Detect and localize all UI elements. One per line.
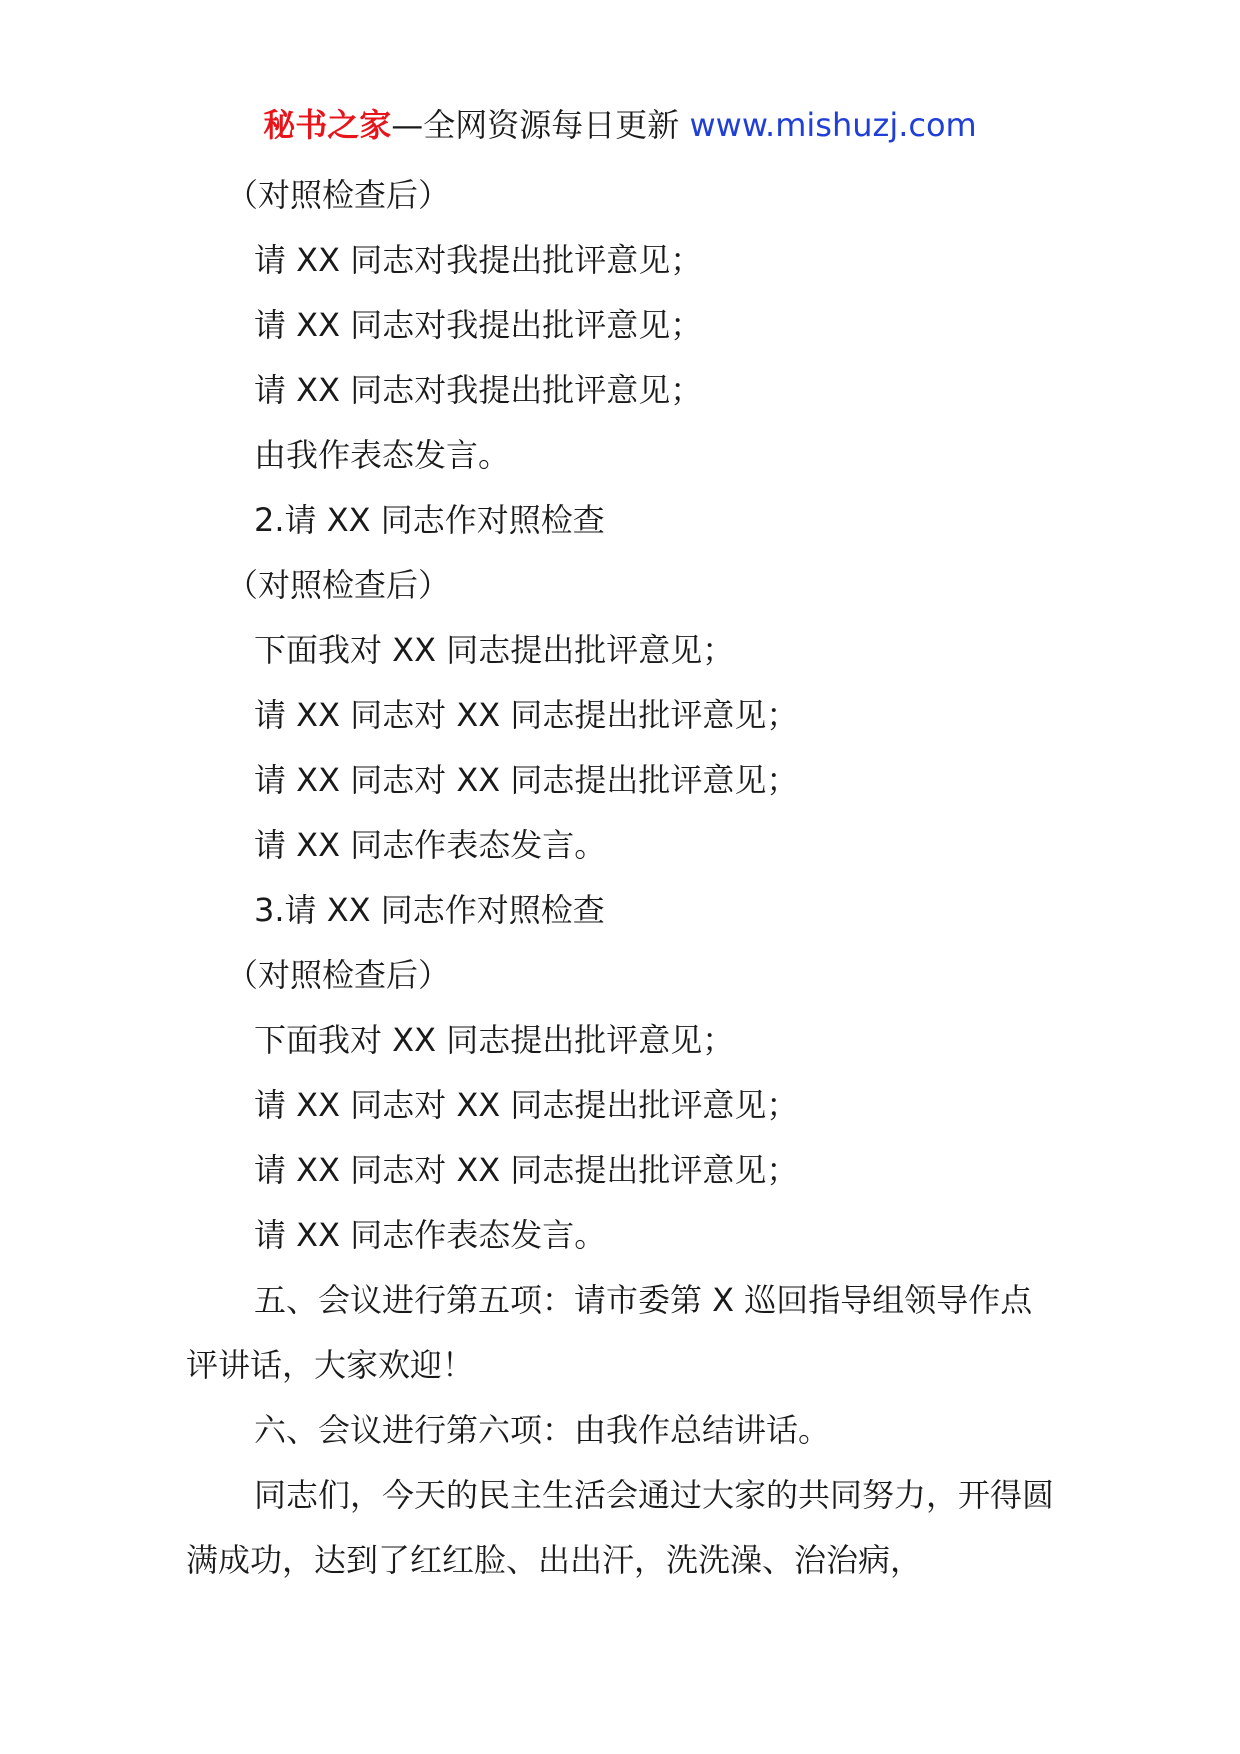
brand-name: 秘书之家 [263, 106, 392, 144]
text-line: 请 XX 同志对我提出批评意见； [254, 371, 703, 409]
paragraph: 五、会议进行第五项：请市委第 X 巡回指导组领导作点评讲话，大家欢迎！ [186, 1281, 1033, 1384]
text-line: 3.请 XX 同志作对照检查 [254, 891, 605, 929]
text-line: 2.请 XX 同志作对照检查 [254, 501, 605, 539]
text-line: 下面我对 XX 同志提出批评意见； [254, 631, 735, 669]
text-line: 由我作表态发言。 [254, 436, 511, 474]
text-line: 请 XX 同志作表态发言。 [254, 826, 607, 864]
text-line: 请 XX 同志对我提出批评意见； [254, 306, 703, 344]
text-line: 请 XX 同志对 XX 同志提出批评意见； [254, 1151, 799, 1189]
text-line: 请 XX 同志对 XX 同志提出批评意见； [254, 761, 799, 799]
document-body [186, 163, 1060, 1593]
paragraph: 同志们，今天的民主生活会通过大家的共同努力，开得圆满成功，达到了红红脸、出出汗，洗洗澡、治治病， [186, 1476, 1055, 1579]
text-line: （对照检查后） [226, 956, 451, 994]
site-link[interactable]: www.mishuzj.com [689, 106, 977, 144]
text-line: 请 XX 同志对我提出批评意见； [254, 241, 703, 279]
text-line: （对照检查后） [226, 566, 451, 604]
paragraph: 六、会议进行第六项：由我作总结讲话。 [254, 1411, 831, 1449]
text-line: 请 XX 同志作表态发言。 [254, 1216, 607, 1254]
header-tagline: —全网资源每日更新 [391, 106, 680, 144]
text-line: 请 XX 同志对 XX 同志提出批评意见； [254, 1086, 799, 1124]
text-line: （对照检查后） [226, 176, 451, 214]
page-header [0, 100, 1240, 150]
text-line: 下面我对 XX 同志提出批评意见； [254, 1021, 735, 1059]
text-line: 请 XX 同志对 XX 同志提出批评意见； [254, 696, 799, 734]
